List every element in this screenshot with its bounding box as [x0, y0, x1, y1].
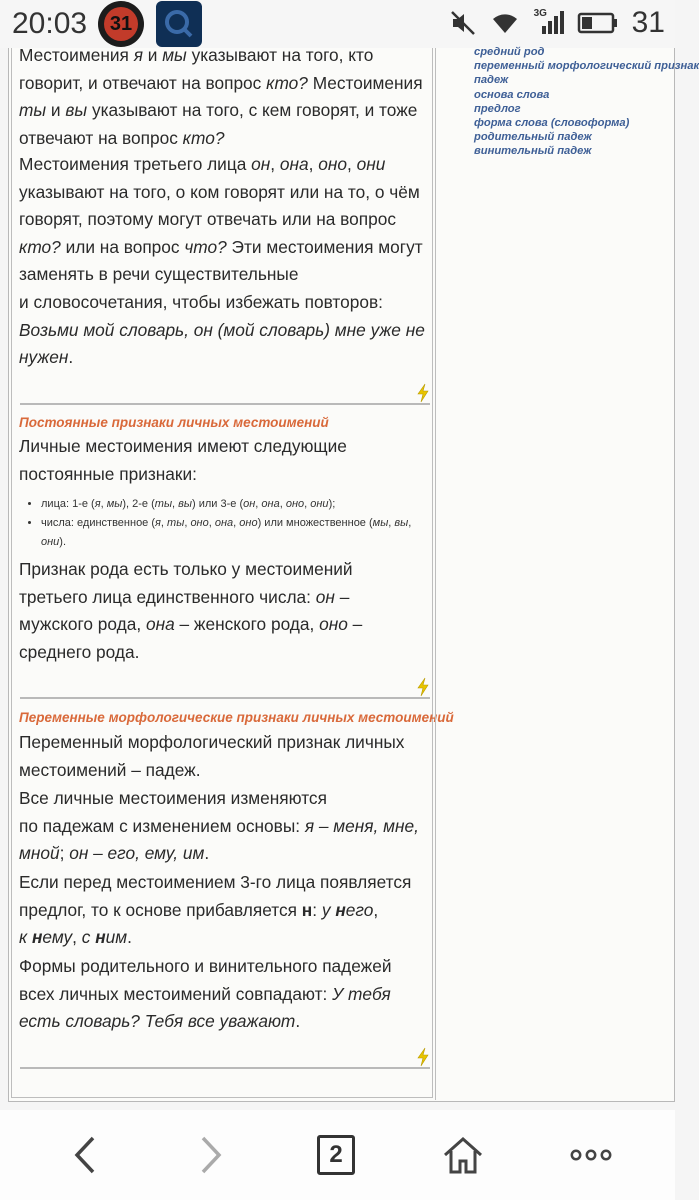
- section-1-intro: Личные местоимения имеют следующие постоянные признаки:: [19, 436, 347, 484]
- divider: [20, 403, 430, 405]
- sidebar-link[interactable]: основа слова: [474, 88, 550, 101]
- lightning-icon[interactable]: [416, 678, 430, 696]
- more-icon: [569, 1148, 613, 1162]
- mute-icon: [450, 10, 476, 36]
- section-2-paragraph-2: Все личные местоимения изменяются по падежам с изменением основы: я – меня, мне, мной; он – его, ему, им.: [19, 788, 419, 864]
- sidebar-link[interactable]: форма слова (словоформа): [474, 117, 630, 130]
- sidebar-link[interactable]: средний род: [474, 46, 545, 58]
- sidebar-link[interactable]: винительный падеж: [474, 145, 592, 158]
- divider: [20, 1067, 430, 1069]
- section-2-paragraph-1: Переменный морфологический признак личных местоимений – падеж.: [19, 732, 405, 780]
- status-time: 20:03: [12, 7, 88, 40]
- paragraph-1: Местоимения я и мы указывают на того, кто говорит, и отвечают на вопрос кто? Местоимения ты и вы указывают на того, с кем говорят, и тоже отвечают на вопрос кто?: [19, 45, 423, 148]
- sidebar-link[interactable]: родительный падеж: [474, 131, 592, 144]
- sidebar-link[interactable]: предлог: [474, 102, 521, 115]
- section-1-paragraph: Признак рода есть только у местоимений третьего лица единственного числа: он – мужского рода, она – женского рода, оно – среднего рода.: [19, 559, 363, 662]
- signal-icon: [534, 10, 564, 36]
- list-item: • числа: единственное (я, ты, оно, она, оно) или множественное (мы, вы, они).: [41, 514, 431, 552]
- chevron-left-icon: [71, 1135, 99, 1175]
- calendar-icon: [98, 1, 144, 47]
- calendar-badge: 31: [104, 7, 138, 41]
- home-button[interactable]: [438, 1132, 488, 1178]
- search-app-icon: [156, 1, 202, 47]
- sidebar-links: [474, 45, 699, 159]
- back-button[interactable]: [60, 1132, 110, 1178]
- divider: [20, 697, 430, 699]
- lightning-icon[interactable]: [416, 384, 430, 402]
- page-frame: [8, 45, 699, 1102]
- section-2-title: Переменные морфологические признаки личных местоимений: [19, 710, 454, 725]
- battery-icon: [578, 12, 618, 34]
- network-type: 3G: [533, 8, 547, 19]
- article-column: [9, 45, 454, 1100]
- sidebar-link[interactable]: переменный морфологический признак: [474, 60, 699, 73]
- chevron-right-icon: [197, 1135, 225, 1175]
- more-button[interactable]: [566, 1132, 616, 1178]
- tabs-button[interactable]: [314, 1132, 358, 1178]
- paragraph-2: Местоимения третьего лица он, она, оно, они указывают на того, о ком говорят или на то, о чём говорят, поэтому могут отвечать или на вопрос кто? или на вопрос что? Эти местоимения могут заменять в речи существительные и словосочетания, чтобы избежать повторов: Возьми мой словарь, он (мой словарь) мне уже не нужен.: [19, 154, 425, 368]
- list-item: • лица: 1-е (я, мы), 2-е (ты, вы) или 3-е (он, она, оно, они);: [41, 495, 431, 514]
- sidebar-link[interactable]: падеж: [474, 74, 509, 87]
- article-box: [11, 45, 454, 1098]
- tabs-count: 2: [317, 1135, 355, 1175]
- section-1-list: [41, 495, 431, 552]
- sidebar: [435, 46, 699, 1100]
- status-bar: [0, 0, 675, 48]
- section-1-title: Постоянные признаки личных местоимений: [19, 415, 329, 430]
- home-icon: [441, 1135, 485, 1175]
- status-icons: [450, 6, 665, 40]
- browser-nav-bar: [0, 1110, 675, 1200]
- section-2-paragraph-4: Формы родительного и винительного падежей всех личных местоимений совпадают: У тебя есть словарь? Тебя все уважают.: [19, 956, 392, 1032]
- forward-button[interactable]: [186, 1132, 236, 1178]
- section-2-paragraph-3: Если перед местоимением 3-го лица появляется предлог, то к основе прибавляется н: у него, к нему, с ним.: [19, 872, 412, 948]
- wifi-icon: [490, 11, 520, 35]
- battery-level: 31: [631, 6, 665, 39]
- lightning-icon[interactable]: [416, 1048, 430, 1066]
